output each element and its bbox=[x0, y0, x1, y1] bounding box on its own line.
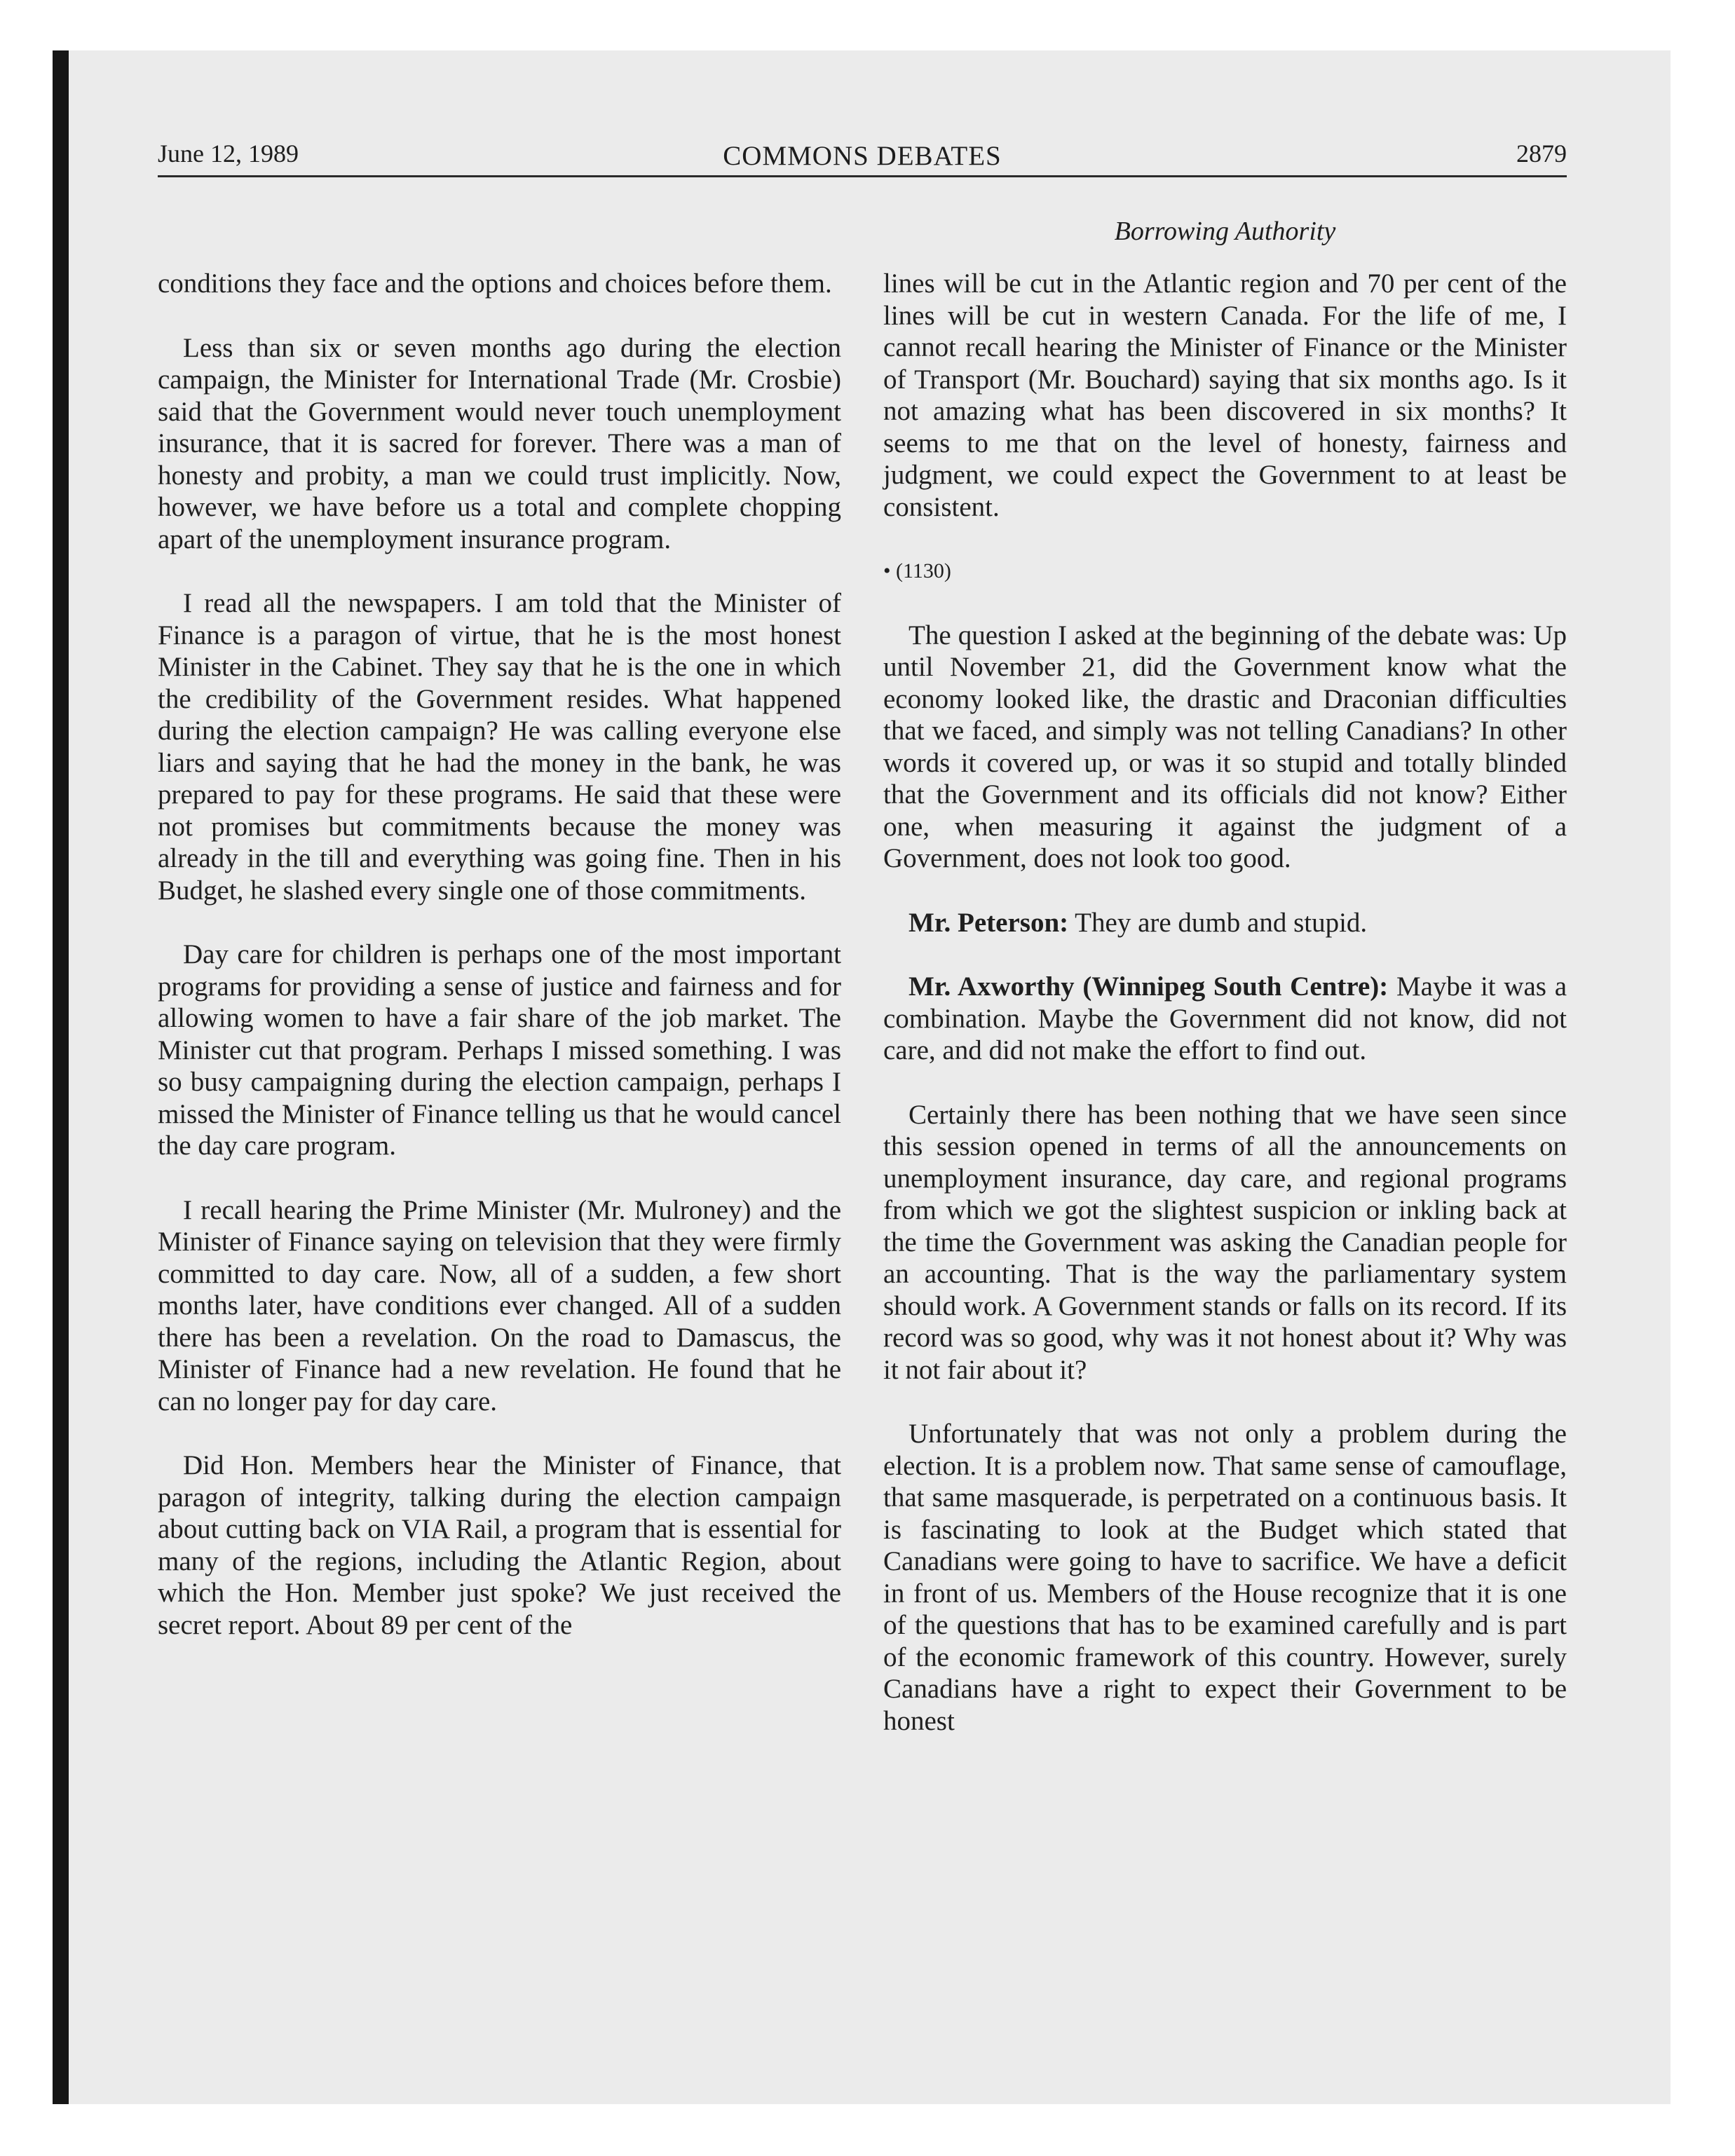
speaker-name: Mr. Axworthy (Winnipeg South Centre): bbox=[909, 971, 1389, 1002]
speech-text: Maybe it was a combination. Maybe the Government did not know, did not care, and did not make the effort to find out. bbox=[883, 971, 1567, 1065]
section-title: Borrowing Authority bbox=[1114, 217, 1336, 246]
right-column bbox=[883, 268, 1567, 1737]
paragraph: Unfortunately that was not only a problem during the election. It is a problem now. That same sense of camouflage, that same masquerade, is perpetrated on a continuous basis. It is fascinating to look at the Budget which stated that Canadians were going to have to sacrifice. We have a deficit in front of us. Members of the House recognize that it is one of the questions that has to be examined carefully and is part of the economic framework of this country. However, surely Canadians have a right to expect their Government to be honest bbox=[883, 1419, 1567, 1736]
time-marker: • (1130) bbox=[883, 559, 951, 582]
paragraph: I recall hearing the Prime Minister (Mr. Mulroney) and the Minister of Finance saying on television that they were firmly committed to day care. Now, all of a sudden, a few short months later, have conditions ever changed. All of a sudden there has been a revelation. On the road to Damascus, the Minister of Finance had a new revelation. He found that he can no longer pay for day care. bbox=[158, 1194, 841, 1417]
paragraph: Less than six or seven months ago during the election campaign, the Minister for International Trade (Mr. Crosbie) said that the Government would never touch unemployment insurance, that it is sacred for forever. There was a man of honesty and probity, a man we could trust implicitly. Now, however, we have before us a total and complete chopping apart of the unemployment insurance program. bbox=[158, 332, 841, 554]
speaker-name: Mr. Peterson: bbox=[909, 907, 1069, 938]
paragraph: Day care for children is perhaps one of the most important programs for providing a sense of justice and fairness and for allowing women to have a fair share of the job market. The Minister cut that program. Perhaps I missed something. I was so busy campaigning during the election campaign, perhaps I missed the Minister of Finance telling us that he would cancel the day care program. bbox=[158, 939, 841, 1161]
header-title: COMMONS DEBATES bbox=[723, 141, 1002, 171]
paragraph: I read all the newspapers. I am told that the Minister of Finance is a paragon of virtue, that he is the most honest Minister in the Cabinet. They say that he is the one in which the credibility of the Government resides. What happened during the election campaign? He was calling everyone else liars and saying that he had the money in the bank, he was prepared to pay for these programs. He said that these were not promises but commitments because the money was already in the till and everything was going fine. Then in his Budget, he slashed every single one of those commitments. bbox=[158, 588, 841, 906]
paragraph: The question I asked at the beginning of the debate was: Up until November 21, did the Government know what the economy looked like, the drastic and Draconian difficulties that we faced, and simply was not telling Canadians? In other words it covered up, or was it so stupid and totally blinded that the Government and its officials did not know? Either one, when measuring it against the judgment of a Government, does not look too good. bbox=[883, 620, 1567, 873]
speaker-paragraph bbox=[883, 907, 1567, 939]
paragraph: conditions they face and the options and choices before them. bbox=[158, 268, 832, 299]
header-page-number: 2879 bbox=[1516, 139, 1567, 168]
paragraph: Did Hon. Members hear the Minister of Finance, that paragon of integrity, talking during the election campaign about cutting back on VIA Rail, a program that is essential for many of the regions, including the Atlantic Region, about which the Hon. Member just spoke? We just received the secret report. About 89 per cent of the bbox=[158, 1450, 841, 1640]
paragraph: Certainly there has been nothing that we have seen since this session opened in terms of all the announcements on unemployment insurance, day care, and regional programs from which we got the slightest suspicion or inkling back at the time the Government was asking the Canadian people for an accounting. That is the way the parliamentary system should work. A Government stands or falls on its record. If its record was so good, why was it not honest about it? Why was it not fair about it? bbox=[883, 1099, 1567, 1385]
speaker-paragraph bbox=[883, 971, 1567, 1067]
left-column bbox=[158, 268, 841, 1641]
paragraph: lines will be cut in the Atlantic region and 70 per cent of the lines will be cut in western Canada. For the life of me, I cannot recall hearing the Minister of Finance or the Minister of Transport (Mr. Bouchard) saying that six months ago. Is it not amazing what has been discovered in six months? It seems to me that on the level of honesty, fairness and judgment, we could expect the Government to at least be consistent. bbox=[883, 268, 1567, 522]
speech-text: They are dumb and stupid. bbox=[1068, 907, 1368, 938]
page-header bbox=[158, 132, 1567, 177]
header-date: June 12, 1989 bbox=[158, 139, 299, 168]
scan-edge-shadow bbox=[53, 50, 69, 2104]
